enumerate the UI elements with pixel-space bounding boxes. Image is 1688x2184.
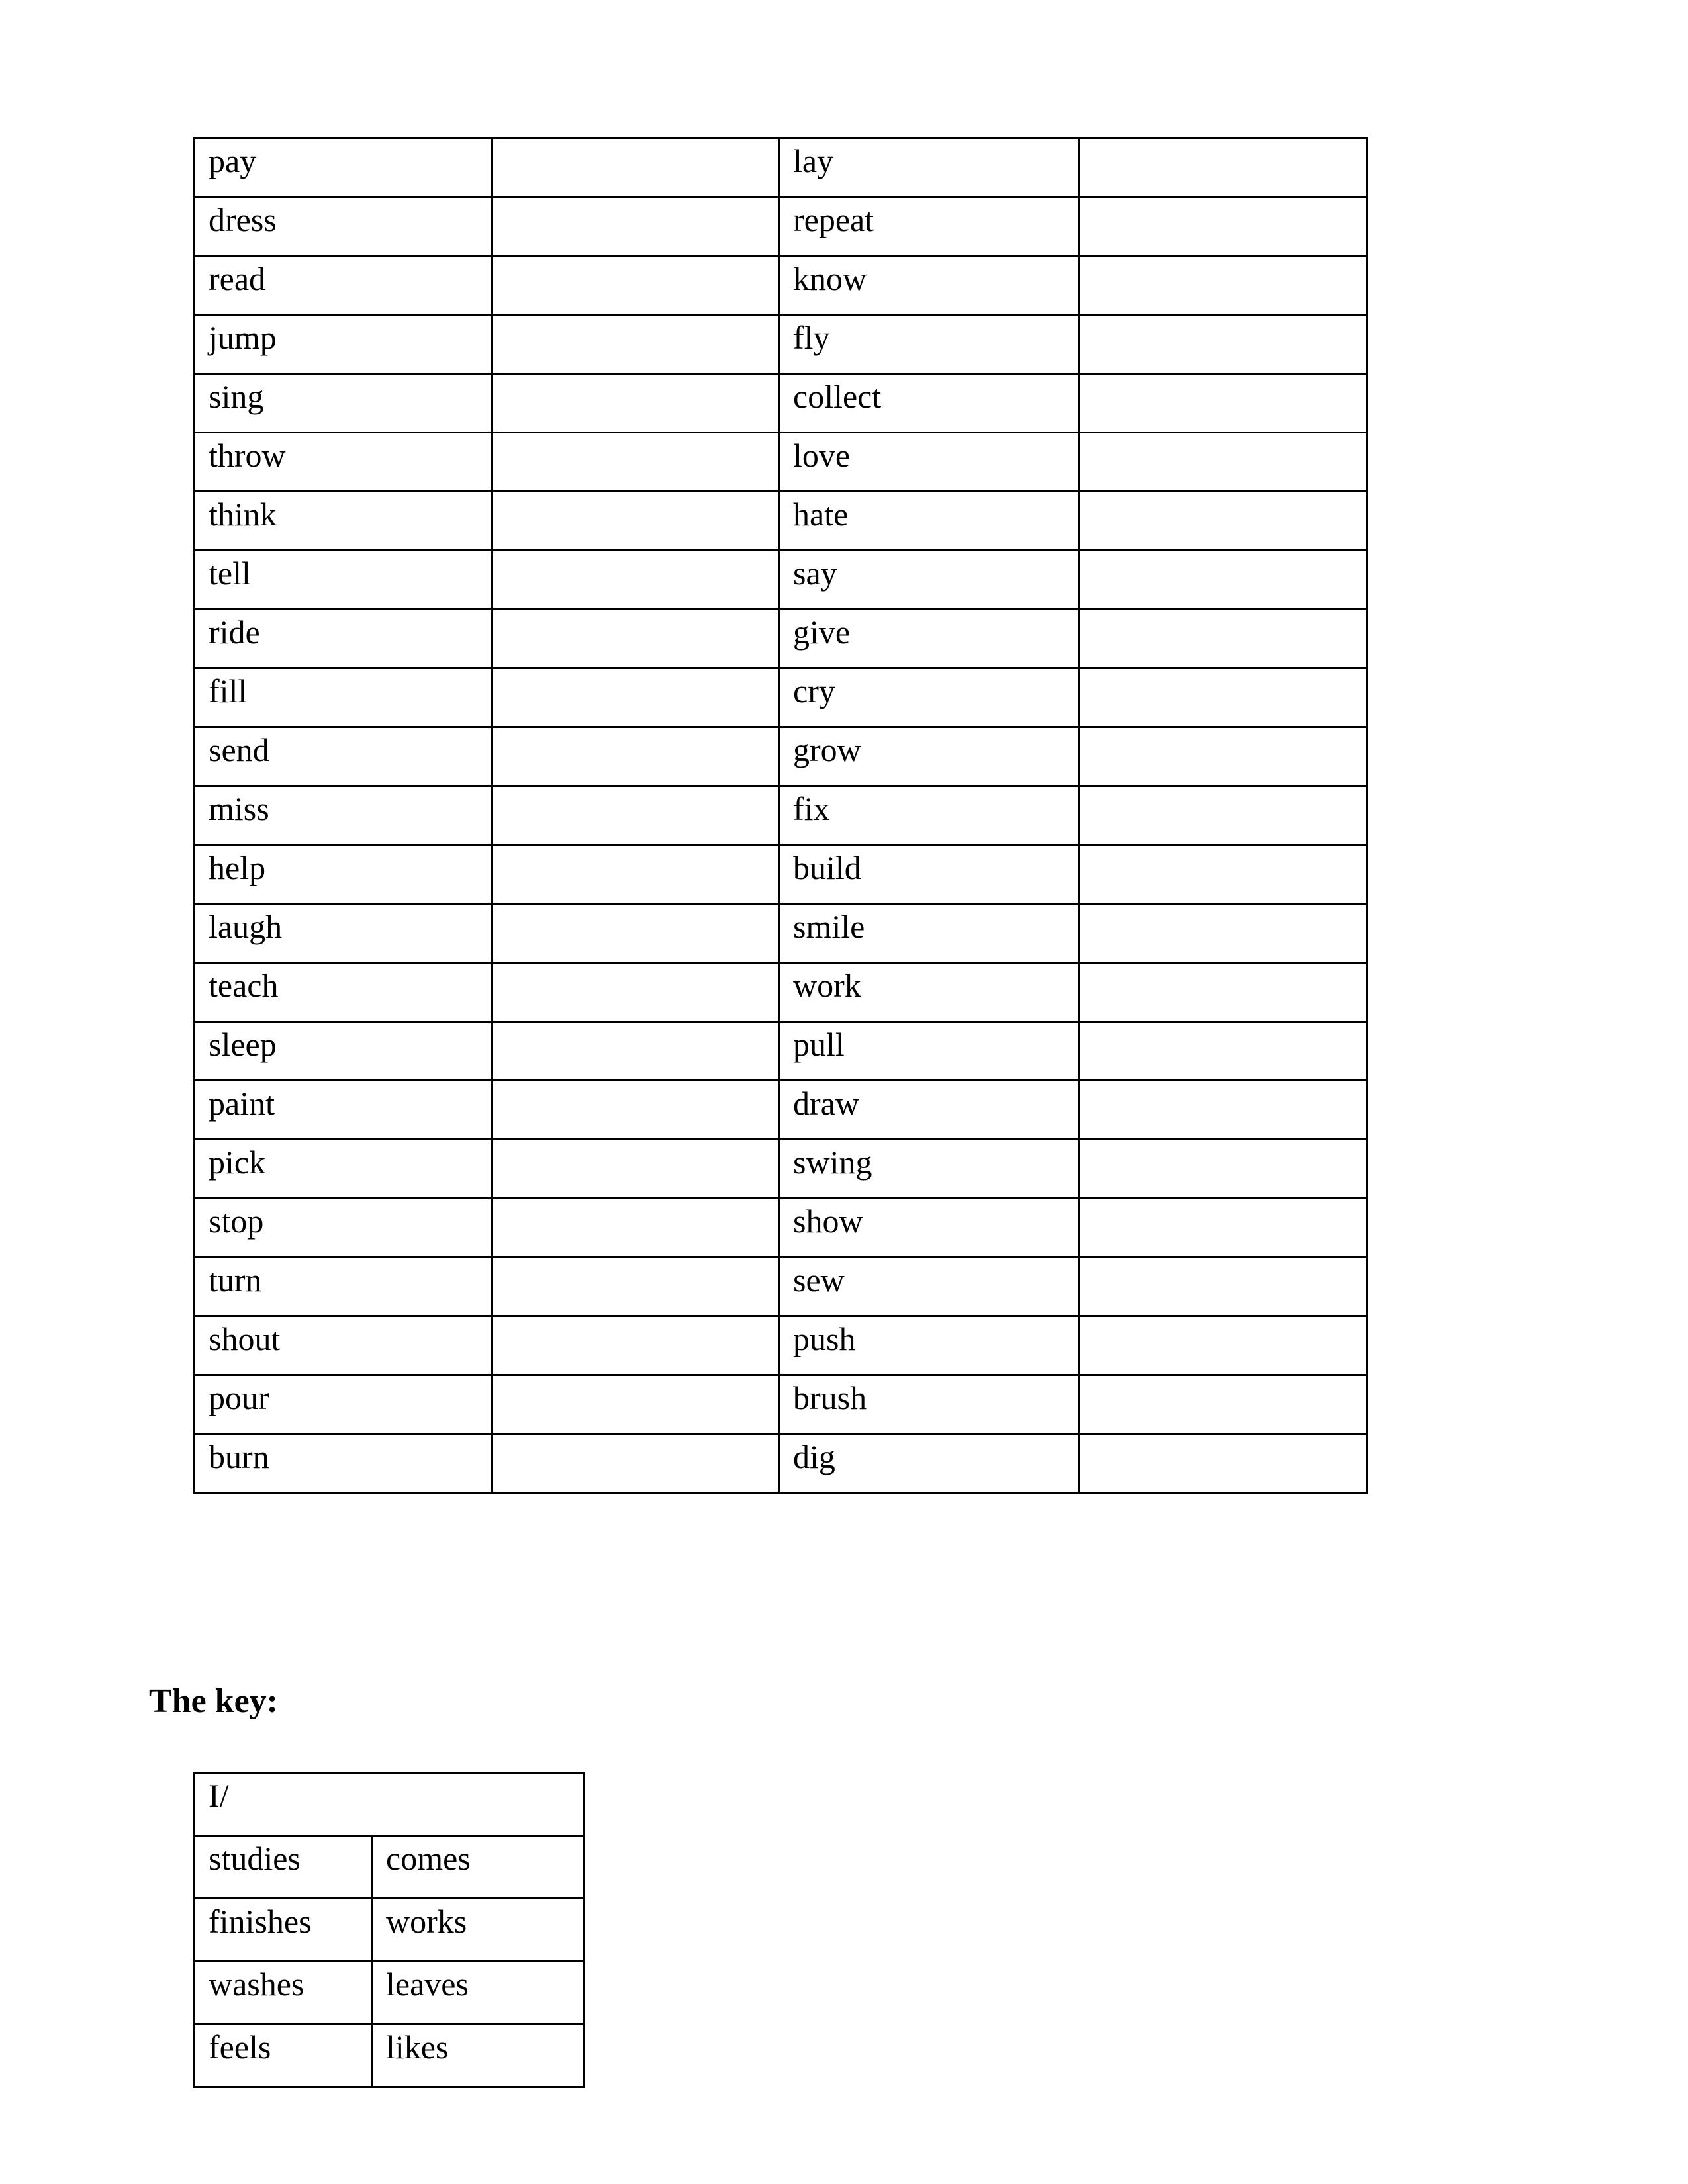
verb-table-row [195, 315, 1368, 374]
key-table-row [195, 1836, 585, 1899]
answer-cell-left [492, 197, 779, 256]
verb-table-row [195, 1022, 1368, 1081]
verb-text: paint [209, 1085, 275, 1122]
key-section-label-cell [195, 1773, 585, 1836]
answer-text [1093, 669, 1366, 674]
verb-text: pour [209, 1379, 269, 1416]
answer-text [1093, 964, 1366, 969]
verb-text: pick [209, 1144, 266, 1181]
verb-cell-right [779, 668, 1079, 727]
verb-text: draw [793, 1085, 859, 1122]
verb-table-row [195, 492, 1368, 551]
verb-text: show [793, 1203, 863, 1240]
answer-text [1093, 198, 1366, 203]
key-word: washes [209, 1966, 305, 2003]
answer-cell-left [492, 492, 779, 551]
verb-text: stop [209, 1203, 264, 1240]
key-cell-left [195, 1899, 372, 1962]
verb-text: know [793, 260, 867, 297]
answer-text [506, 492, 778, 498]
answer-text [506, 905, 778, 910]
answer-cell-right [1079, 668, 1368, 727]
verb-cell-left [195, 668, 492, 727]
verb-cell-left [195, 1140, 492, 1199]
verb-cell-left [195, 845, 492, 904]
answer-cell-right [1079, 727, 1368, 786]
verb-table-row [195, 1375, 1368, 1434]
key-cell-left [195, 1962, 372, 2025]
verb-cell-left [195, 315, 492, 374]
answer-cell-right [1079, 138, 1368, 197]
verb-cell-right [779, 551, 1079, 610]
answer-text [506, 1140, 778, 1146]
answer-cell-left [492, 551, 779, 610]
verb-cell-left [195, 786, 492, 845]
verb-text: lay [793, 142, 834, 179]
verb-text: teach [209, 967, 279, 1004]
answer-text [1093, 905, 1366, 910]
verb-text: fly [793, 319, 830, 356]
verb-text: sleep [209, 1026, 277, 1063]
answer-text [1093, 1081, 1366, 1087]
verb-text: read [209, 260, 266, 297]
verb-cell-right [779, 433, 1079, 492]
verb-cell-left [195, 374, 492, 433]
answer-text [506, 1023, 778, 1028]
verb-text: dress [209, 201, 277, 238]
verb-table-row [195, 1199, 1368, 1257]
verb-table-row [195, 197, 1368, 256]
answer-cell-left [492, 1022, 779, 1081]
answer-text [506, 610, 778, 615]
verb-text: dig [793, 1438, 835, 1475]
verb-cell-left [195, 963, 492, 1022]
answer-cell-right [1079, 963, 1368, 1022]
verb-table-row [195, 727, 1368, 786]
verb-table-row [195, 1257, 1368, 1316]
verb-cell-right [779, 904, 1079, 963]
verb-cell-right [779, 1257, 1079, 1316]
answer-cell-right [1079, 1081, 1368, 1140]
key-cell-left [195, 1836, 372, 1899]
verb-cell-right [779, 786, 1079, 845]
key-table [193, 1772, 585, 2088]
answer-text [1093, 1376, 1366, 1381]
verb-text: grow [793, 731, 861, 768]
answer-cell-right [1079, 610, 1368, 668]
verb-cell-right [779, 1199, 1079, 1257]
answer-text [506, 964, 778, 969]
verb-text: love [793, 437, 851, 474]
verb-cell-right [779, 1022, 1079, 1081]
verb-cell-right [779, 1081, 1079, 1140]
verb-table-row [195, 963, 1368, 1022]
answer-text [1093, 316, 1366, 321]
verb-table-row [195, 1140, 1368, 1199]
answer-text [506, 198, 778, 203]
answer-text [506, 551, 778, 557]
verb-text: collect [793, 378, 882, 415]
verb-cell-left [195, 551, 492, 610]
verb-text: shout [209, 1320, 281, 1357]
verb-cell-right [779, 963, 1079, 1022]
verb-table-body [195, 138, 1368, 1493]
answer-text [506, 1081, 778, 1087]
verb-text: say [793, 555, 837, 592]
verb-cell-right [779, 374, 1079, 433]
verb-text: turn [209, 1261, 262, 1298]
answer-cell-right [1079, 1375, 1368, 1434]
verb-text: brush [793, 1379, 867, 1416]
answer-text [506, 1317, 778, 1322]
answer-cell-right [1079, 786, 1368, 845]
verb-cell-left [195, 256, 492, 315]
answer-text [1093, 1199, 1366, 1205]
verb-text: fill [209, 672, 248, 709]
verb-cell-left [195, 433, 492, 492]
verb-cell-left [195, 492, 492, 551]
verb-cell-right [779, 492, 1079, 551]
verb-text: build [793, 849, 861, 886]
answer-text [1093, 551, 1366, 557]
verb-table-row [195, 668, 1368, 727]
answer-cell-left [492, 786, 779, 845]
answer-cell-right [1079, 197, 1368, 256]
answer-cell-left [492, 256, 779, 315]
answer-cell-left [492, 963, 779, 1022]
answer-cell-right [1079, 1434, 1368, 1493]
answer-cell-left [492, 845, 779, 904]
verb-text: push [793, 1320, 856, 1357]
verb-cell-right [779, 727, 1079, 786]
verb-table-row [195, 256, 1368, 315]
answer-text [506, 1376, 778, 1381]
verb-table-row [195, 1316, 1368, 1375]
answer-text [1093, 1258, 1366, 1263]
answer-cell-left [492, 1434, 779, 1493]
verb-text: throw [209, 437, 286, 474]
verb-table-row [195, 551, 1368, 610]
answer-cell-left [492, 904, 779, 963]
key-cell-right [372, 2025, 585, 2087]
verb-cell-right [779, 315, 1079, 374]
verb-cell-left [195, 727, 492, 786]
verb-text: burn [209, 1438, 269, 1475]
key-word: finishes [209, 1903, 312, 1940]
answer-text [1093, 1023, 1366, 1028]
verb-table-row [195, 610, 1368, 668]
key-section-row [195, 1773, 585, 1836]
verb-text: ride [209, 614, 260, 651]
key-table-row [195, 1962, 585, 2025]
answer-text [1093, 1140, 1366, 1146]
verb-cell-right [779, 138, 1079, 197]
answer-cell-left [492, 727, 779, 786]
verb-text: fix [793, 790, 830, 827]
answer-text [506, 433, 778, 439]
verb-text: give [793, 614, 851, 651]
answer-text [506, 787, 778, 792]
answer-text [1093, 139, 1366, 144]
key-word: works [386, 1903, 467, 1940]
key-cell-left [195, 2025, 372, 2087]
answer-cell-right [1079, 374, 1368, 433]
verb-cell-left [195, 610, 492, 668]
key-table-row [195, 1899, 585, 1962]
answer-cell-left [492, 610, 779, 668]
key-section-label: I/ [209, 1777, 229, 1814]
answer-text [1093, 257, 1366, 262]
verb-cell-right [779, 1316, 1079, 1375]
key-cell-right [372, 1962, 585, 2025]
answer-cell-left [492, 1081, 779, 1140]
verb-cell-left [195, 1434, 492, 1493]
verb-cell-left [195, 904, 492, 963]
answer-cell-left [492, 668, 779, 727]
verb-table-row [195, 433, 1368, 492]
answer-text [1093, 1317, 1366, 1322]
verb-cell-left [195, 1257, 492, 1316]
answer-text [1093, 728, 1366, 733]
verb-table-row [195, 845, 1368, 904]
verb-cell-left [195, 1081, 492, 1140]
answer-cell-left [492, 315, 779, 374]
verb-table-row [195, 786, 1368, 845]
answer-text [506, 846, 778, 851]
key-word: comes [386, 1840, 471, 1877]
answer-text [506, 139, 778, 144]
verb-cell-left [195, 1316, 492, 1375]
verb-text: send [209, 731, 269, 768]
answer-text [506, 316, 778, 321]
answer-cell-right [1079, 433, 1368, 492]
key-word: likes [386, 2028, 449, 2066]
verb-cell-left [195, 138, 492, 197]
verb-cell-left [195, 1375, 492, 1434]
answer-cell-right [1079, 1316, 1368, 1375]
verb-text: repeat [793, 201, 874, 238]
answer-cell-left [492, 1375, 779, 1434]
key-cell-right [372, 1836, 585, 1899]
answer-text [506, 375, 778, 380]
verb-text: jump [209, 319, 277, 356]
key-word: studies [209, 1840, 301, 1877]
verb-text: think [209, 496, 277, 533]
answer-cell-right [1079, 256, 1368, 315]
answer-text [506, 1258, 778, 1263]
answer-cell-right [1079, 1257, 1368, 1316]
answer-cell-right [1079, 845, 1368, 904]
verb-text: miss [209, 790, 269, 827]
key-table-row [195, 2025, 585, 2087]
answer-text [1093, 433, 1366, 439]
answer-text [1093, 492, 1366, 498]
answer-cell-left [492, 1199, 779, 1257]
answer-cell-left [492, 1257, 779, 1316]
verb-cell-left [195, 1022, 492, 1081]
answer-text [1093, 787, 1366, 792]
verb-text: pull [793, 1026, 845, 1063]
key-cell-right [372, 1899, 585, 1962]
verb-text: tell [209, 555, 251, 592]
key-word: feels [209, 2028, 271, 2066]
answer-text [1093, 610, 1366, 615]
key-table-body [195, 1773, 585, 2087]
answer-text [506, 669, 778, 674]
answer-text [506, 1435, 778, 1440]
verb-cell-right [779, 1434, 1079, 1493]
verb-text: help [209, 849, 266, 886]
verb-text: sew [793, 1261, 845, 1298]
answer-cell-right [1079, 904, 1368, 963]
answer-text [506, 257, 778, 262]
verb-cell-right [779, 610, 1079, 668]
answer-cell-left [492, 1316, 779, 1375]
verb-text: cry [793, 672, 835, 709]
verb-text: hate [793, 496, 849, 533]
answer-cell-left [492, 374, 779, 433]
verb-table-row [195, 1434, 1368, 1493]
verb-text: sing [209, 378, 264, 415]
answer-text [1093, 1435, 1366, 1440]
verb-table-row [195, 138, 1368, 197]
verb-text: swing [793, 1144, 872, 1181]
key-word: leaves [386, 1966, 469, 2003]
verb-text: laugh [209, 908, 283, 945]
verb-table-row [195, 1081, 1368, 1140]
verb-cell-right [779, 845, 1079, 904]
answer-text [1093, 846, 1366, 851]
answer-cell-right [1079, 492, 1368, 551]
verb-cell-right [779, 256, 1079, 315]
answer-text [1093, 375, 1366, 380]
verb-text: smile [793, 908, 865, 945]
verb-text: work [793, 967, 861, 1004]
verb-cell-left [195, 197, 492, 256]
verb-cell-right [779, 1375, 1079, 1434]
verb-cell-left [195, 1199, 492, 1257]
answer-cell-left [492, 433, 779, 492]
verb-cell-right [779, 1140, 1079, 1199]
answer-cell-right [1079, 1199, 1368, 1257]
answer-text [506, 728, 778, 733]
answer-text [506, 1199, 778, 1205]
verb-cell-right [779, 197, 1079, 256]
answer-cell-right [1079, 1022, 1368, 1081]
answer-cell-right [1079, 315, 1368, 374]
verb-table [193, 137, 1368, 1494]
answer-cell-left [492, 1140, 779, 1199]
verb-text: pay [209, 142, 257, 179]
verb-table-row [195, 374, 1368, 433]
verb-table-row [195, 904, 1368, 963]
answer-cell-right [1079, 1140, 1368, 1199]
answer-cell-left [492, 138, 779, 197]
answer-cell-right [1079, 551, 1368, 610]
key-heading: The key: [149, 1682, 278, 1720]
